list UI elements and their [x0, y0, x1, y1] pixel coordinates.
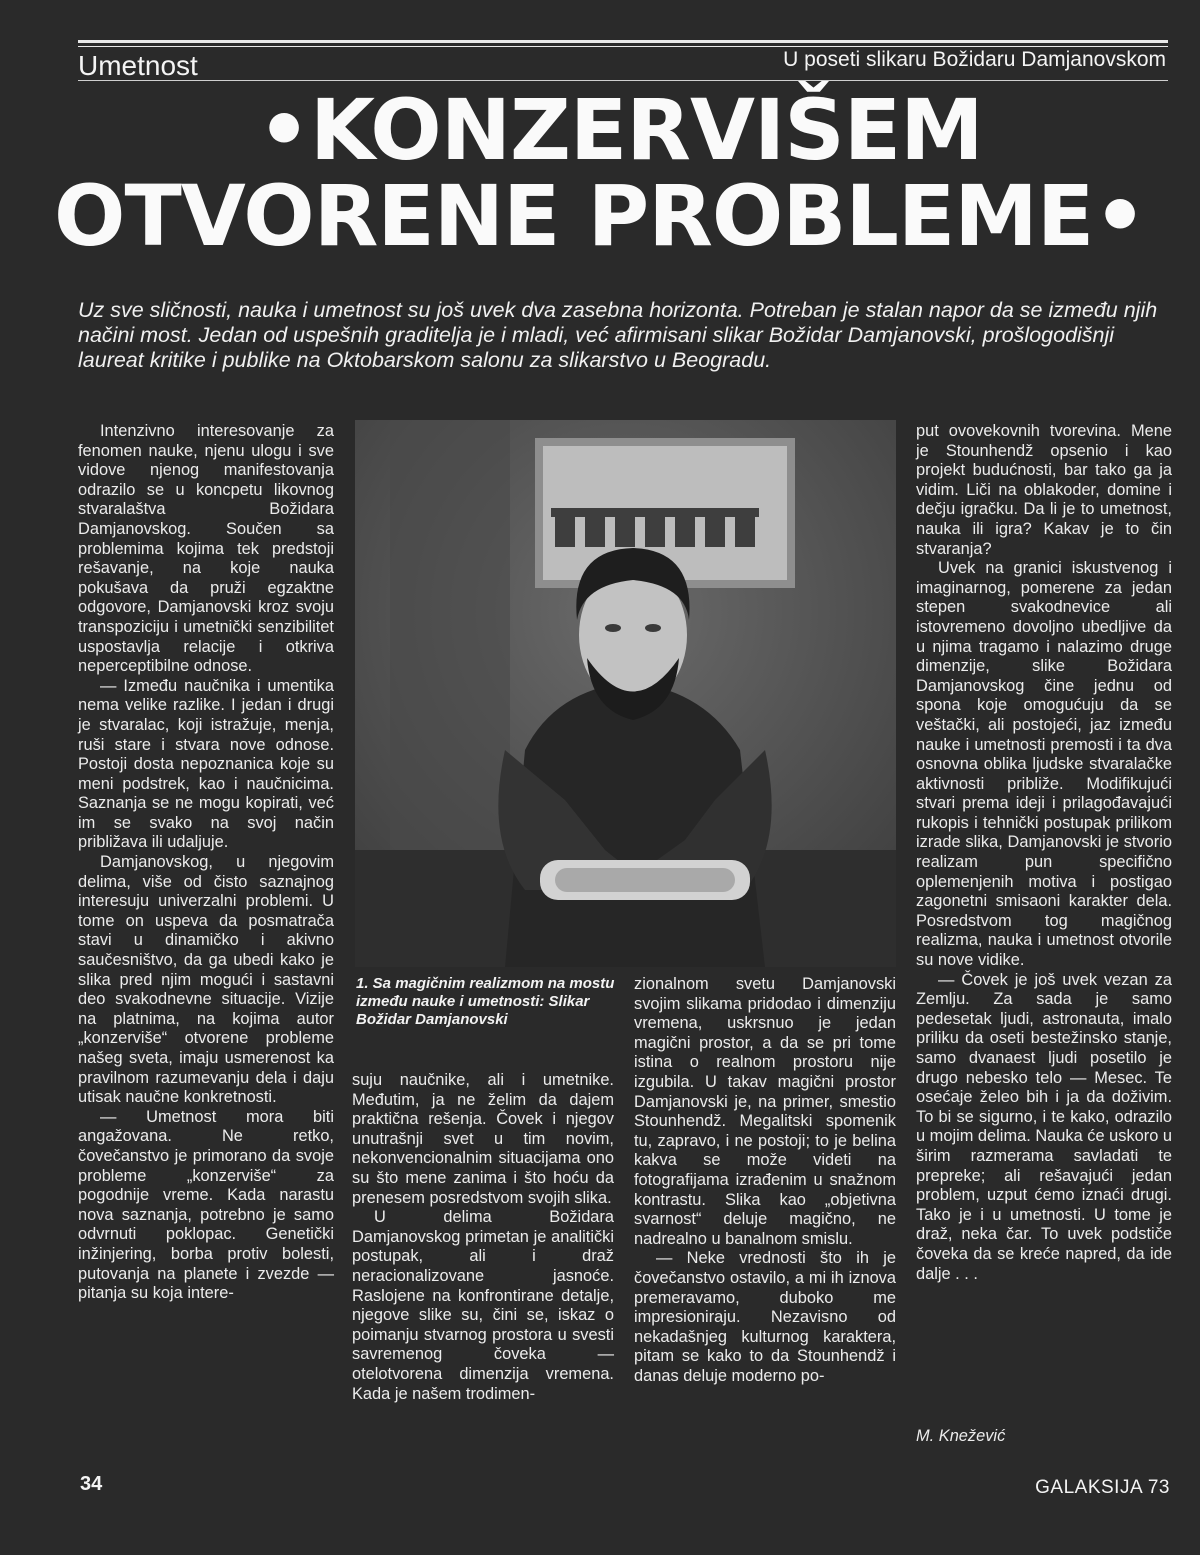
author-signature: M. Knežević	[916, 1427, 1006, 1445]
paragraph: Damjanovskog, u njegovim delima, više od čisto saznajnog interesuju univerzalni problemi. U tome on uspeva da posmatrača stavi u dinamičko i akivno saučesništvo, da ga ubedi kako je slika pred njim mogući i sastavni deo svakodnevne situacije. Vizije na platnima, na kojima autor „konzerviše“ otvorene probleme našeg sveta, imaju usmerenost ka pravilnom razumevanju dela i daju utisak naučne konkretnosti.	[78, 853, 334, 1107]
text-column-2	[352, 1071, 614, 1404]
paragraph: U delima Božidara Damjanovskog primetan je analitički postupak, ali i draž neracionalizovane jasnoće. Raslojene na konfrontirane detalje, njegove slike su, čini se, iskaz o poimanju stvarnog prostora u svesti savremenog čoveka — otelotvorena dimenzija vremena. Kada je našem trodimen-	[352, 1208, 614, 1403]
paragraph: — Umetnost mora biti angažovana. Ne retko, čovečanstvo je primorano da svoje probleme „konzerviše“ za pogodnije vreme. Kada narastu nova saznanja, potrebno je samo odvrnuti poklopac. Genetički inžinjering, borba protiv bolesti, putovanja na planete i zvezde — pitanja su koja intere-	[78, 1107, 334, 1303]
photo-illustration	[355, 420, 896, 967]
header-rule-top	[78, 40, 1168, 43]
portrait-photo	[355, 420, 896, 967]
lead-paragraph: Uz sve sličnosti, nauka i umetnost su još uvek dva zasebna horizonta. Potreban je stalan napor da se između njih načini most. Jedan od uspešnih graditelja je i mladi, već afirmisani slikar Božidar Damjanovski, prošlogodišnji laureat kritike i publike na Oktobarskom salonu za slikarstvo u Beogradu.	[78, 298, 1158, 372]
photo-caption: 1. Sa magičnim realizmom na mostu između nauke i umetnosti: Slikar Božidar Damjanovski	[356, 975, 615, 1028]
paragraph: zionalnom svetu Damjanovski svojim slikama pridodao i dimenziju vremena, uskrsnuo je jedan magični prostor, a da se pri tome istina o realnom prostoru nije izgubila. U takav magični prostor Damjanovski je, na primer, smestio Stounhendž. Megalitski spomenik tu, zapravo, i ne postoji; to je belina kakva se može videti na fotografijama izrađenim u snažnom kontrastu. Slika kao „objetivna svarnost“ deluje magično, ne nadrealno u banalnom smislu.	[634, 975, 896, 1248]
page-number: 34	[80, 1473, 103, 1495]
paragraph: Intenzivno interesovanje za fenomen nauke, njenu ulogu i sve vidove njenog manifestovanja odrazilo se u koncpetu likovnog stvaralaštva Božidara Damjanovskog. Součen sa problemima kojima tek predstoji rešavanje, na koje nauka pokušava da pruži egzaktne odgovore, Damjanovski kroz svoju transpoziciju i umetnički senzibilitet uspostavlja relacije i otkriva neperceptibilne odnose.	[78, 422, 334, 676]
paragraph: — Između naučnika i umentika nema velike razlike. I jedan i drugi je stvaralac, koji istražuje, menja, ruši stare i stvara nove odnose. Postoji dosta nepoznanica koje su meni podstrek, kao i naučnicima. Saznanja se ne mogu kopirati, već im se svako na svoj način približava ili udaljuje.	[78, 676, 334, 852]
paragraph: Uvek na granici iskustvenog i imaginarnog, pomerene za jedan stepen svakodnevice ali istovremeno dovoljno ubedljive da u njima tragamo i nalazimo druge dimenzije, slike Božidara Damjanovskog čine jednu od spona koje omogućuju da se veštački, ali postojeći, jaz između nauke i umetnosti premosti i ta dva osnovna oblika ljudske stvaralačke aktivnosti približe. Modifikujući stvari prema ideji i prilagođavajući rukopis i tehnički postupak prilikom izrade slika, Damjanovski je stvorio realizam pun specifično oplemenjenih motiva i postigao zagonetni smisaoni karakter dela. Posredstvom tog magičnog realizma, nauka i umetnost otvorile su nove vidike.	[916, 559, 1172, 970]
headline-line-1: •KONZERVIŠEM	[257, 81, 983, 179]
text-column-1	[78, 422, 334, 1304]
text-column-4	[916, 422, 1172, 1284]
paragraph: suju naučnike, ali i umetnike. Međutim, ja ne želim da dajem praktična rešenja. Čovek i njegov unutrašnji svet u tim novim, nekonvencionalnim situacijama ono su što mene zanima i što hoću da prenesem posredstvom svojih slika.	[352, 1071, 614, 1207]
article-kicker: U poseti slikaru Božidaru Damjanovskom	[783, 48, 1166, 71]
paragraph: put ovovekovnih tvorevina. Mene je Stounhendž opsenio i kao projekt budućnosti, bar tako ga ja vidim. Liči na oblakoder, domine i dečju igračku. Da li je to umetnost, nauka ili igra? Kakav je to čin stvaranja?	[916, 422, 1172, 558]
headline-line-2: OTVORENE PROBLEME•	[54, 167, 1146, 265]
header-rule-thin	[78, 46, 1168, 47]
paragraph: — Čovek je još uvek vezan za Zemlju. Za sada je samo pedesetak ljudi, astronauta, imalo priliku da oseti bestežinsko stanje, samo dvanaest ljudi posetilo je drugo nebesko telo — Mesec. Te osećaje želeo bih i ja da doživim. To bi se sigurno, i te kako, odrazilo u mojim delima. Nauka će uskoro u širim razmerama savladati te prepreke; ali rešavajući jedan problem, uzput ćemo iznaći drugi. Tako je i u umetnosti. U tome je draž, neka čar. To uvek podstiče čoveka da se kreće napred, da ide dalje . . .	[916, 970, 1172, 1283]
text-column-3	[634, 975, 896, 1386]
paragraph: — Neke vrednosti što ih je čovečanstvo ostavilo, a mi ih iznova premeravamo, duboko me impresioniraju. Nezavisno od nekadašnjeg kulturnog karaktera, pitam se kako to da Stounhendž i danas deluje moderno po-	[634, 1249, 896, 1385]
section-label: Umetnost	[78, 50, 198, 81]
magazine-footer: GALAKSIJA 73	[1035, 1477, 1170, 1498]
